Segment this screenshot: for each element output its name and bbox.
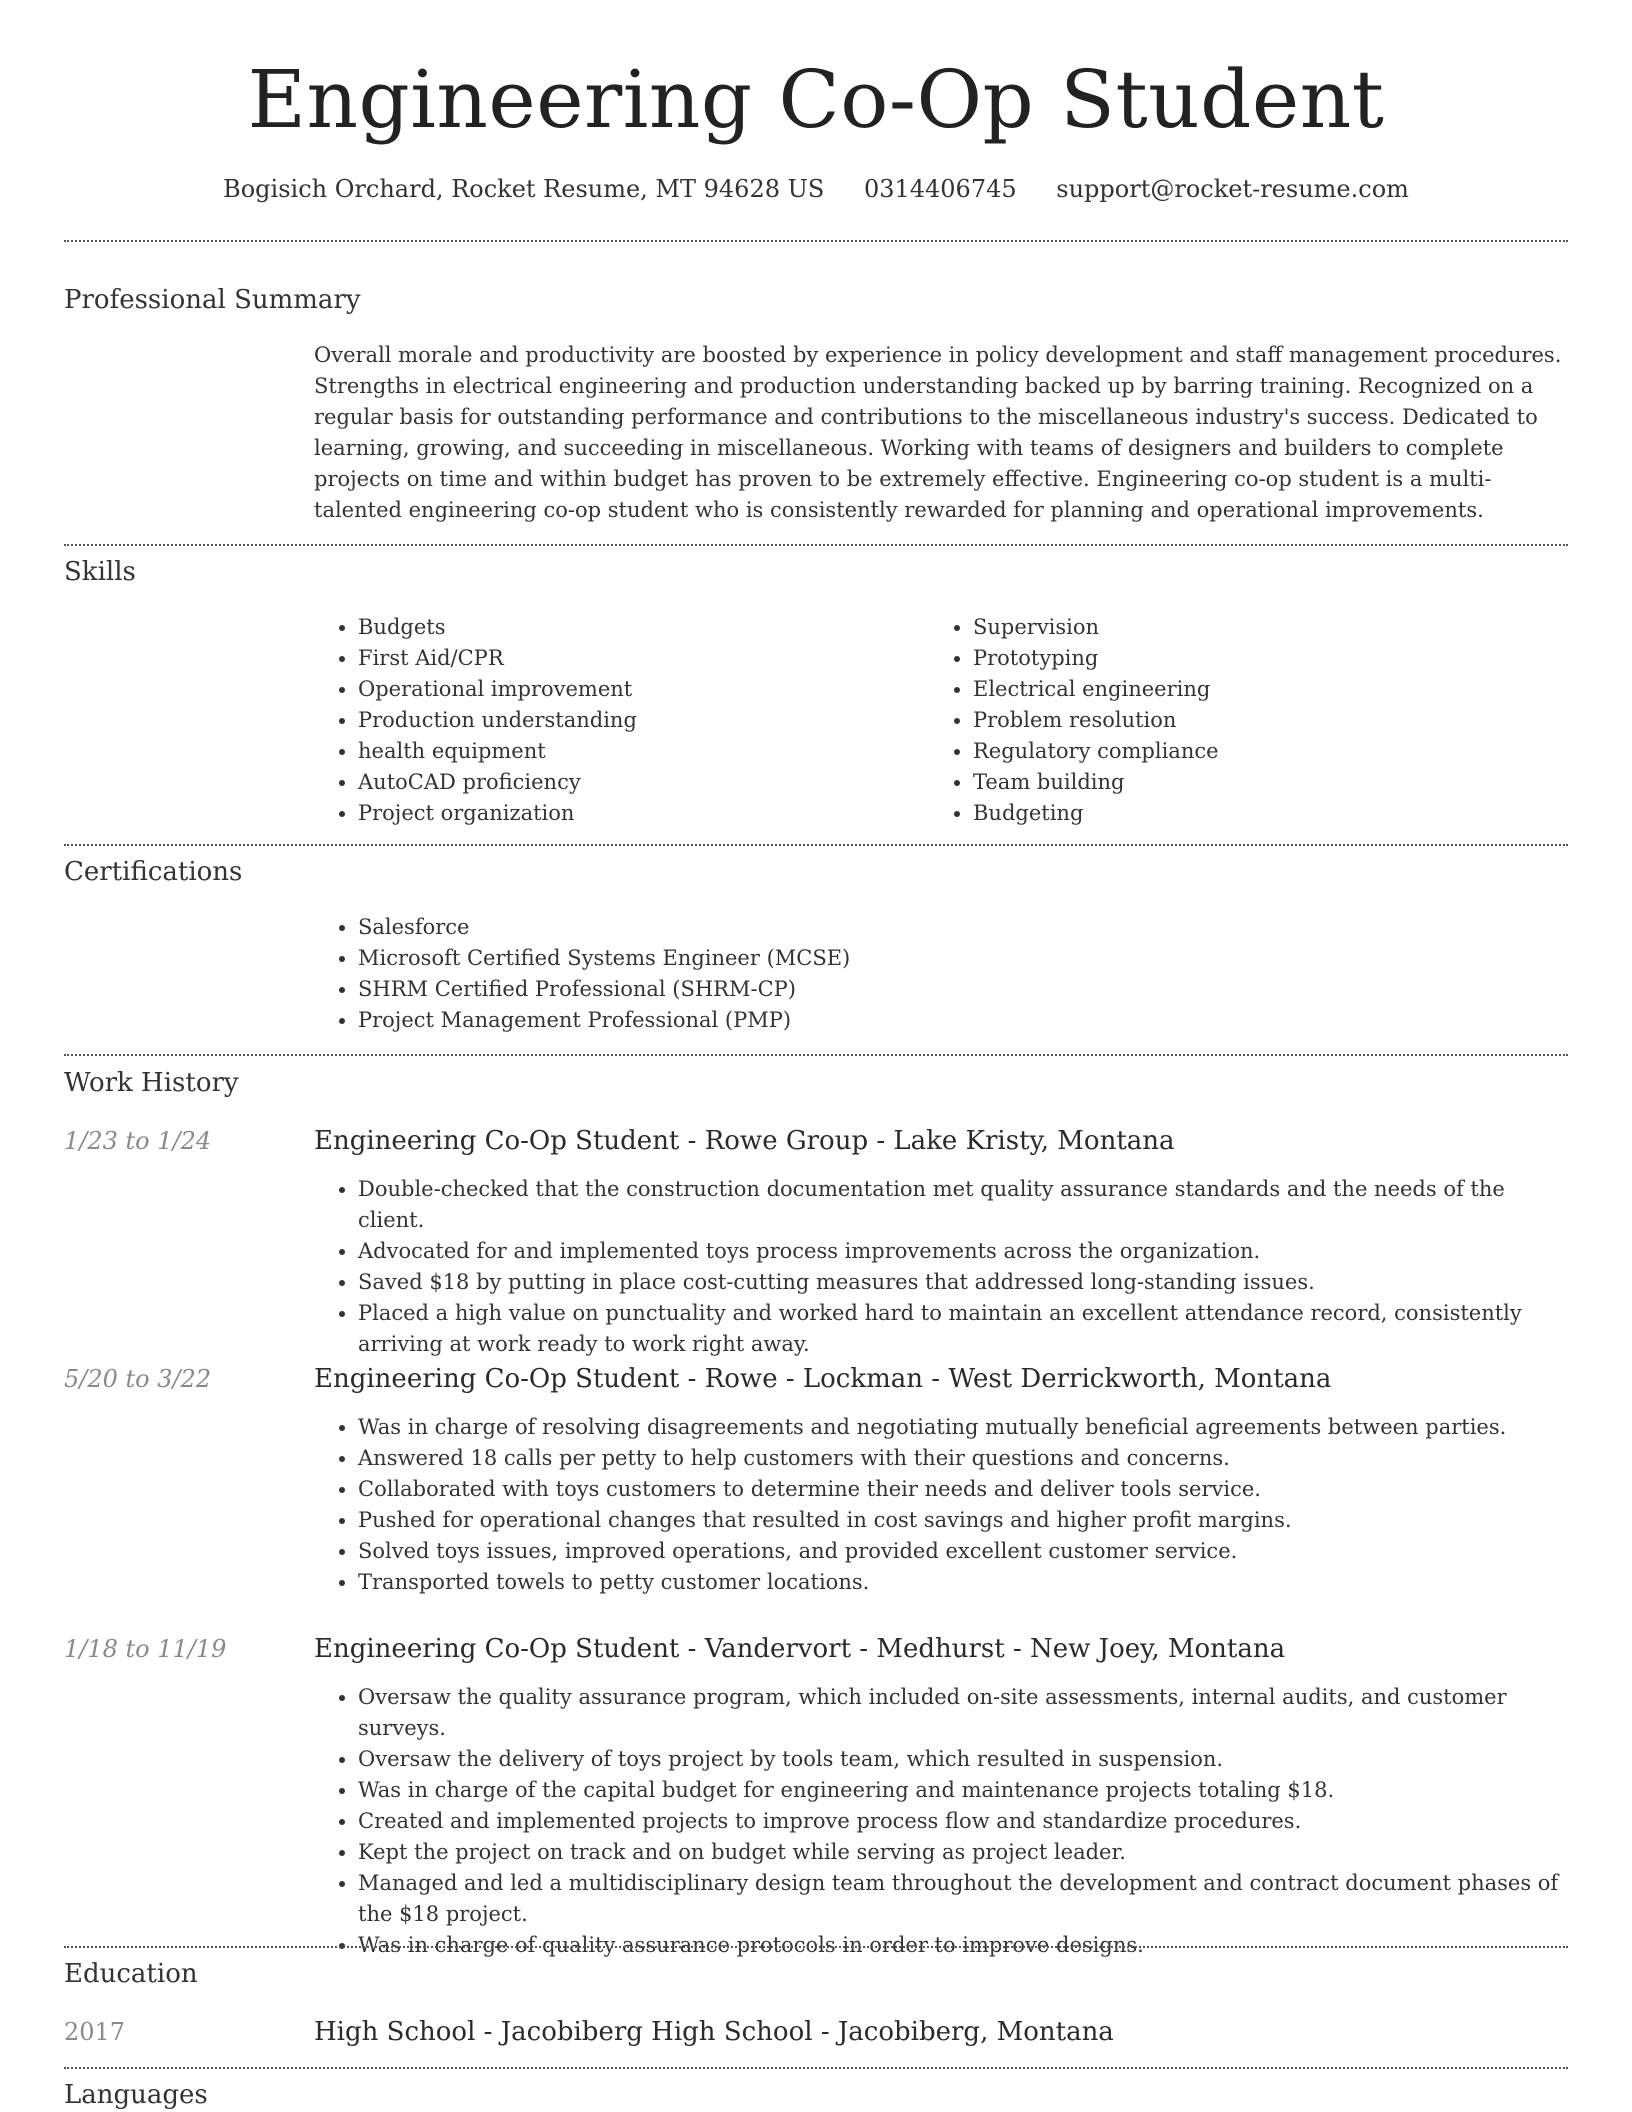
certifications-list [314,912,1564,1036]
contact-phone: 0314406745 [863,175,1017,203]
job-bullet: • Answered 18 calls per petty to help customers with their questions and concerns. [358,1443,1564,1474]
certifications-heading: Certifications [64,857,243,887]
section-divider [64,1054,1568,1056]
skill-item: • First Aid/CPR [358,643,874,674]
job-company-location: - Rowe Group - Lake Kristy, Montana [679,1126,1175,1156]
skill-item: • Production understanding [358,705,874,736]
job-bullet: • Pushed for operational changes that resulted in cost savings and higher profit margins. [358,1505,1564,1536]
job-bullet: • Solved toys issues, improved operations, and provided excellent customer service. [358,1536,1564,1567]
job-bullet: • Saved $18 by putting in place cost-cutting measures that addressed long-standing issues. [358,1267,1564,1298]
education-year: 2017 [64,2018,126,2046]
job-heading [314,1632,1285,1666]
skill-item: • Budgets [358,612,874,643]
contact-email: support@rocket-resume.com [1056,175,1409,203]
job-heading [314,1362,1331,1396]
job-role: Engineering Co-Op Student [314,1634,680,1664]
skill-item: • Operational improvement [358,674,874,705]
job-bullet: • Transported towels to petty customer locations. [358,1567,1564,1598]
section-divider [64,844,1568,846]
job-bullet: • Was in charge of resolving disagreements and negotiating mutually beneficial agreements between parties. [358,1412,1564,1443]
job-company-location: - Vandervort - Medhurst - New Joey, Montana [679,1634,1286,1664]
skill-item: • Budgeting [973,798,1489,829]
summary-heading: Professional Summary [64,285,361,315]
section-divider [64,240,1568,242]
job-bullet: • Created and implemented projects to improve process flow and standardize procedures. [358,1806,1564,1837]
certification-item: • Project Management Professional (PMP) [358,1005,1564,1036]
certification-item: • Salesforce [358,912,1564,943]
job-heading [314,1124,1175,1158]
job-bullet: • Double-checked that the construction documentation met quality assurance standards and the needs of the client. [358,1174,1564,1236]
languages-heading: Languages [64,2080,208,2110]
job-bullets [314,1682,1564,1961]
job-bullet: • Collaborated with toys customers to determine their needs and deliver tools service. [358,1474,1564,1505]
job-bullet: • Oversaw the quality assurance program, which included on-site assessments, internal audits, and customer surveys. [358,1682,1564,1744]
section-divider [64,544,1568,546]
education-school-location: - Jacobiberg High School - Jacobiberg, Montana [475,2017,1114,2047]
job-bullet: • Kept the project on track and on budget while serving as project leader. [358,1837,1564,1868]
job-bullet: • Was in charge of quality assurance protocols in order to improve designs. [358,1930,1564,1961]
job-dates: 1/23 to 1/24 [64,1127,212,1155]
skill-item: • Supervision [973,612,1489,643]
skill-item: • Electrical engineering [973,674,1489,705]
education-degree: High School [314,2017,476,2047]
skill-item: • Regulatory compliance [973,736,1489,767]
job-bullet: • Placed a high value on punctuality and worked hard to maintain an excellent attendance record, consistently arriving at work ready to work right away. [358,1298,1564,1360]
education-heading: Education [64,1959,198,1989]
contact-line [0,172,1632,206]
job-role: Engineering Co-Op Student [314,1364,680,1394]
certification-item: • Microsoft Certified Systems Engineer (MCSE) [358,943,1564,974]
job-dates: 5/20 to 3/22 [64,1365,212,1393]
job-bullet: • Managed and led a multidisciplinary design team throughout the development and contract document phases of the $18 project. [358,1868,1564,1930]
skill-item: • AutoCAD proficiency [358,767,874,798]
job-bullet: • Advocated for and implemented toys process improvements across the organization. [358,1236,1564,1267]
job-bullet: • Oversaw the delivery of toys project by tools team, which resulted in suspension. [358,1744,1564,1775]
job-dates: 1/18 to 11/19 [64,1635,227,1663]
work-history-heading: Work History [64,1068,239,1098]
education-heading-line [314,2015,1114,2049]
job-company-location: - Rowe - Lockman - West Derrickworth, Montana [679,1364,1332,1394]
section-divider [64,1946,1568,1948]
job-role: Engineering Co-Op Student [314,1126,680,1156]
skill-item: • Problem resolution [973,705,1489,736]
job-bullets [314,1412,1564,1598]
candidate-name: Engineering Co-Op Student [247,53,1385,146]
skills-left-column [314,612,874,829]
skill-item: • Team building [973,767,1489,798]
skill-item: • Prototyping [973,643,1489,674]
skill-item: • Project organization [358,798,874,829]
section-divider [64,2067,1568,2069]
job-bullets [314,1174,1564,1360]
certification-item: • SHRM Certified Professional (SHRM-CP) [358,974,1564,1005]
summary-text: Overall morale and productivity are boosted by experience in policy development and staff management procedures. Strengths in electrical engineering and production understanding backed up by barring training. Recognized on a regular basis for outstanding performance and contributions to the miscellaneous industry's success. Dedicated to learning, growing, and succeeding in miscellaneous. Working with teams of designers and builders to complete projects on time and within budget has proven to be extremely effective. Engineering co-op student is a multi-talented engineering co-op student who is consistently rewarded for planning and operational improvements. [314,343,1562,522]
skills-right-column [929,612,1489,829]
skills-heading: Skills [64,557,136,587]
job-bullet: • Was in charge of the capital budget for engineering and maintenance projects totaling $18. [358,1775,1564,1806]
contact-address: Bogisich Orchard, Rocket Resume, MT 94628 US [223,175,825,203]
skill-item: • health equipment [358,736,874,767]
